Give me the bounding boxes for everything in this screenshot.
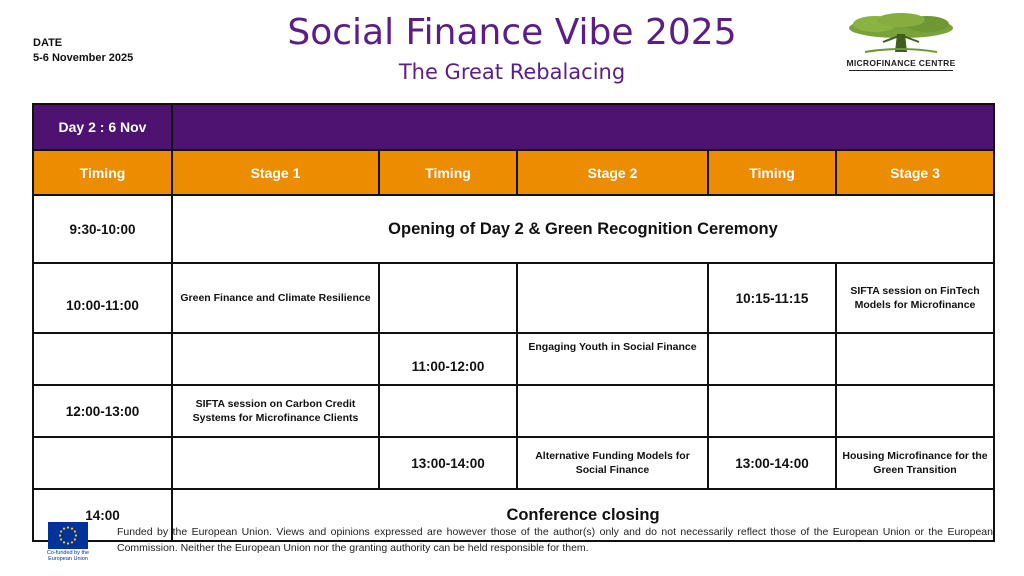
empty-cell xyxy=(517,263,708,333)
logo-underline xyxy=(849,70,953,71)
col-header-stage-1: Stage 1 xyxy=(172,150,379,195)
microfinance-centre-logo xyxy=(835,12,967,72)
table-row xyxy=(33,437,994,489)
session-cell: Green Finance and Climate Resilience xyxy=(172,263,379,333)
date-label: DATE xyxy=(33,37,63,49)
time-cell: 13:00-14:00 xyxy=(708,437,836,489)
disclaimer-text: Funded by the European Union. Views and opinions expressed are however those of the author(s) only and do not necessarily reflect those of the European Union or the European Commission. Neither the European Union nor the granting authority can be held responsible for them. xyxy=(117,526,993,554)
eu-caption: Co-funded by the European Union xyxy=(46,550,90,562)
page-subtitle: The Great Rebalacing xyxy=(398,60,626,84)
day-banner xyxy=(172,104,994,150)
session-cell: Engaging Youth in Social Finance xyxy=(517,333,708,385)
day-row xyxy=(33,104,994,150)
table-row xyxy=(33,195,994,263)
empty-cell xyxy=(836,333,994,385)
table-row xyxy=(33,385,994,437)
time-cell: 10:00-11:00 xyxy=(33,263,172,333)
schedule-table xyxy=(32,103,995,542)
session-cell: Housing Microfinance for the Green Transition xyxy=(836,437,994,489)
empty-cell xyxy=(172,437,379,489)
session-cell: Alternative Funding Models for Social Finance xyxy=(517,437,708,489)
col-header-timing-2: Timing xyxy=(379,150,517,195)
empty-cell xyxy=(708,333,836,385)
empty-cell xyxy=(172,333,379,385)
table-row xyxy=(33,333,994,385)
empty-cell xyxy=(517,385,708,437)
day-label: Day 2 : 6 Nov xyxy=(33,104,172,150)
time-cell: 12:00-13:00 xyxy=(33,385,172,437)
page-title: Social Finance Vibe 2025 xyxy=(287,12,737,53)
session-cell: SIFTA session on Carbon Credit Systems for Microfinance Clients xyxy=(172,385,379,437)
closing-title: Conference closing xyxy=(172,489,994,541)
logo-text: MICROFINANCE CENTRE xyxy=(846,58,956,68)
tree-icon xyxy=(835,12,967,58)
opening-time: 9:30-10:00 xyxy=(33,195,172,263)
header-row xyxy=(33,150,994,195)
col-header-timing-1: Timing xyxy=(33,150,172,195)
time-cell: 13:00-14:00 xyxy=(379,437,517,489)
session-cell: SIFTA session on FinTech Models for Microfinance xyxy=(836,263,994,333)
empty-cell xyxy=(33,333,172,385)
empty-cell xyxy=(708,385,836,437)
empty-cell xyxy=(33,437,172,489)
empty-cell xyxy=(379,263,517,333)
eu-flag-icon xyxy=(48,522,88,549)
time-cell: 10:15-11:15 xyxy=(708,263,836,333)
closing-time: 14:00 xyxy=(33,489,172,541)
time-cell: 11:00-12:00 xyxy=(379,333,517,385)
empty-cell xyxy=(836,385,994,437)
date-value: 5-6 November 2025 xyxy=(33,52,134,64)
opening-title: Opening of Day 2 & Green Recognition Ceremony xyxy=(172,195,994,263)
col-header-stage-3: Stage 3 xyxy=(836,150,994,195)
col-header-timing-3: Timing xyxy=(708,150,836,195)
empty-cell xyxy=(379,385,517,437)
col-header-stage-2: Stage 2 xyxy=(517,150,708,195)
table-row xyxy=(33,263,994,333)
